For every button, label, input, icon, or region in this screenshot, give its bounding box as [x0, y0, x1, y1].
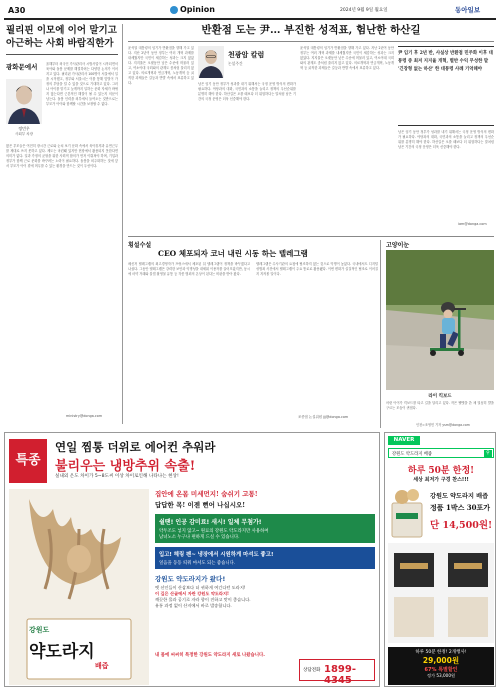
newspaper-brand: 동아일보 [455, 6, 481, 14]
editorial-pullquote [398, 46, 494, 126]
ad-point-4: 약두조도 넣지 않고~ 원료의 강원도 약도라지만 사용하여 [159, 529, 269, 534]
ad-point-3: 쉴땐! 인공 감미료! 새시! 일체 무첨가! [159, 519, 262, 526]
author-photo [6, 79, 42, 124]
chair-divider [380, 240, 381, 428]
page-number: A30 [8, 6, 26, 15]
product-gallery [388, 543, 494, 643]
promo-line-1: 하루 50분 한정! [407, 466, 475, 476]
ad-headline-2: 불리우는 냉방추위 속출! [55, 459, 196, 474]
ad-phone-box[interactable] [299, 659, 375, 686]
editorial [128, 22, 494, 232]
ad-product-image [9, 489, 149, 685]
editorial-body-col4: 남은 임기 동안 정부가 성과를 내기 위해서는 국정 운영 방식의 변화가 필요하다. 야당과의 대화, 국민과의 소통을 늘리고 정책의 우선순위를 분명히 해야 한다. 하산길은 오를 때보다 더 위험하다는 말처럼 남은 기간의 국정 운영은 더욱 신중해야 한다. [398, 130, 494, 149]
phone-label: 상담전화 [303, 668, 321, 673]
ad-tag-text: 특종 [15, 453, 41, 468]
promo-line-2: 세상 최저가 구경 찬스!!! [413, 477, 469, 483]
chair-body-col1: 메신저 텔레그램의 최고경영자가 프랑스에서 체포된 뒤 텔레그램이 정책을 바꾸겠다고 나섰다. 그동안 텔레그램은 강력한 보안과 익명성을 내세워 이용자를 끌어모았지만, 동시에 마약 거래와 불법 촬영물 유통 등 각종 범죄의 온상이 된다는 비판을 받아 왔다. [128, 262, 250, 276]
ad-tag [9, 439, 47, 483]
column-body-main: 많은 부모들은 여전히 장시간 근로와 눈치 보기 문화 속에서 육아휴직과 유연근무를 제대로 쓰지 못하고 있다. 제도는 마련돼 있지만 현장에서 활용되지 못한다면 의미가 없다. 일과 가정의 균형을 위한 사회적 합의가 먼저 이뤄져야 하며, 기업과 정부가 함께 근로 문화를 바꾸려는 노력이 필요하다. 돌봄을 외주화하는 것에 앞서 부모가 아이 곁에 머무를 수 있는 환경을 만드는 것이 우선이다. [6, 144, 118, 168]
ad-point-10: 이 깊은 산골에서 자란 강원도 약도라지! [155, 591, 229, 596]
left-divider [122, 24, 123, 424]
columnist-photo [198, 46, 224, 78]
ad-footer-discount: 67% 특별할인 [424, 667, 458, 673]
ad-footer-box [388, 647, 494, 685]
ad-blue-box [155, 547, 375, 569]
ad-point-1: 집안에 온몸 미세먼지! 숨쉬기 고통! [155, 490, 258, 498]
photo-image [386, 250, 494, 390]
ad-copy-block [155, 489, 375, 685]
column-name: 광화문에서 [6, 63, 38, 71]
pack-brand: 강원도 [29, 625, 50, 634]
ad-point-2: 답답한 목! 이젠 뻔어 나십시오! [155, 501, 246, 509]
masthead-rule [4, 18, 496, 20]
ad-point-8: 강원도 약도라지가 왔다! [155, 575, 226, 583]
author-name: 정민우 [18, 126, 30, 131]
ad-point-12: 유통 과정 없이 산지에서 바로 발송합니다. [155, 603, 232, 608]
ad-point-11: 깨끗한 물과 공기로 자라 향이 진하고 맛이 좋습니다. [155, 597, 251, 602]
editorial-rule [128, 41, 494, 42]
naver-logo-text: NAVER [393, 437, 415, 443]
advertisement-side[interactable] [384, 432, 496, 687]
chair-column [128, 240, 378, 430]
photo-caption: 어린 아이가 킥보드를 타고 길을 달리고 있다. 작은 헬멧을 쓴 채 열심히 발을 구르는 모습이 귀엽다. [386, 401, 494, 410]
pack-sub: 배즙 [95, 661, 109, 670]
ad-subline: 실내외 온도 차이가 5~8도씨 이상 차이로인해 나타나는 현상! [55, 474, 179, 479]
ad-point-6: 입고! 헤링 펜~ 냉장에서 시원하게 마셔도 좋고! [159, 552, 274, 558]
issue-date: 2024년 9월 9일 월요일 [340, 8, 388, 13]
phone-number: 1899-4345 [324, 664, 356, 686]
section-rule-mid [128, 236, 494, 237]
ad-footer-regular: 정가 53,000원 [426, 673, 456, 678]
section-logo-icon [170, 6, 178, 14]
ad-footer-line: 하루 50분 한정! 2개행사! [415, 650, 467, 655]
author-role: 사회부 차장 [14, 132, 34, 136]
column-body-lead: 올해부터 외국인 가사관리사 시범사업이 시작되면서 육아와 돌봄 문제를 해결하려는 다양한 논의가 이어지고 있다. 필리핀 가사관리사 100명이 서울에서 일을 시작했고, 정부와 서울시는 이를 통해 맞벌이 가정의 부담을 덜 수 있을 것으로 기대하고 있다. 그러나 아이를 맡기고 늦게까지 일하는 문화 자체가 바뀌지 않는다면 근본적인 해결이 될 수 있는지 의문이 남는다. 돌봄 인력을 외부에서 들여오는 것만으로는 부모가 아이와 함께할 시간을 보장할 수 없다. [46, 62, 118, 106]
photo-credit: 인천=조영민 기자 ysm@donga.com [416, 423, 470, 427]
chair-body-col2: 텔레그램은 수사기관의 요청에 협조하지 않는 것으로 악명이 높았다. 국내에서도 디지털 성범죄 사건에서 텔레그램이 주요 통로로 활용됐다. 이번 변화가 실질적인 협조로 이어질지 지켜볼 일이다. [256, 262, 378, 276]
editorial-body-col2: 남은 임기 동안 정부가 성과를 내기 위해서는 국정 운영 방식의 변화가 필요하다. 야당과의 대화, 국민과의 소통을 늘리고 정책의 우선순위를 분명히 해야 한다. 하산길은 오를 때보다 더 위험하다는 말처럼 남은 기간의 국정 운영은 더욱 신중해야 한다. [198, 82, 296, 101]
product-title-1: 강원도 약도라지 배즙 [430, 493, 489, 500]
column-divider [6, 54, 118, 55]
pullquote-text: 尹 임기 후 2년 반, 사실상 반환점 민주화 이후 대통령 중 최저 지지율 개혁, 별반 수익 무성한 말 '긴장형 없는 하산' 한 대통령 사례 기억해야 [398, 51, 493, 72]
ad-footer-price: 29,000원 [422, 656, 460, 665]
search-box[interactable] [388, 448, 494, 458]
ad-point-5: 남녀노소 누구나 편하게 드실 수 있습니다. [159, 535, 240, 540]
columnist-role: 논설주간 [228, 61, 243, 66]
product-title-2: 정품 1박스 30포가 [430, 503, 491, 512]
editorial-email: iam@donga.com [458, 222, 487, 226]
chair-label: 횡설수설 [128, 242, 152, 249]
ad-point-7: 얼음을 동동 띄워 마셔도 되는 좋습니다. [159, 561, 236, 566]
section-title: Opinion [180, 5, 215, 14]
pack-name: 약도라지 [29, 642, 95, 662]
ad-red-note: 내 몸에 씨씨히 특정한 강원도 약도라지 새로 나왔습니다. [155, 653, 265, 658]
advertisement-main[interactable] [4, 432, 380, 687]
product-price: 단 14,500원! [430, 520, 493, 531]
ad-point-9: 옛 선인들이 산삼보다 더 귀하게 여긴다던 도라지! [155, 585, 246, 590]
editorial-body-col3: 윤석열 대통령의 임기가 반환점을 향해 가고 있다. 지난 2년여 동안 정부는 여러 개혁 과제를 내세웠지만 국민이 체감하는 성과는 크지 않았다. 지지율은 오랫동안 낮은 수준에 머물러 있고, 여소야대 국회와의 관계도 좀처럼 풀리지 않고 있다. 의료개혁과 연금개혁, 노동개혁 등 굵직한 과제들은 갈등과 반발 속에서 표류하고 있다. [300, 46, 394, 70]
chair-byline: 조종엽 논설위원 jjj@donga.com [298, 415, 349, 419]
naver-logo [388, 436, 420, 445]
column-headline-2: 아근하는 사회 바람직한가 [6, 38, 114, 49]
photo-label: 고양이눈 [386, 242, 410, 249]
column-email: ministry@donga.com [66, 414, 103, 418]
search-text: 강원도 약도라지 배즙 [392, 452, 433, 457]
column-headline-1: 필리핀 이모에 이어 말기고 [6, 25, 117, 36]
photo-block [386, 240, 494, 430]
photo-title: 라이 킥보드 [428, 394, 452, 399]
search-icon[interactable]: ⚲ [484, 450, 492, 457]
chair-headline: CEO 체포되자 코너 내린 시동 하는 텔레그램 [158, 249, 308, 258]
ad-headline-1: 연일 찜통 더위로 에어컨 추워라 [55, 440, 216, 454]
masthead [0, 0, 500, 20]
ad-green-box [155, 514, 375, 543]
editorial-body-col1: 윤석열 대통령의 임기가 반환점을 향해 가고 있다. 지난 2년여 동안 정부는 여러 개혁 과제를 내세웠지만 국민이 체감하는 성과는 크지 않았다. 지지율은 오랫동안 낮은 수준에 머물러 있고, 여소야대 국회와의 관계도 좀처럼 풀리지 않고 있다. 의료개혁과 연금개혁, 노동개혁 등 굵직한 과제들은 갈등과 반발 속에서 표류하고 있다. [128, 46, 194, 85]
left-column [6, 24, 118, 424]
editorial-headline: 반환점 도는 尹… 부진한 성적표, 험난한 하산길 [201, 24, 421, 36]
product-photo [388, 485, 428, 540]
column-label: 천광암 칼럼 [228, 50, 265, 59]
